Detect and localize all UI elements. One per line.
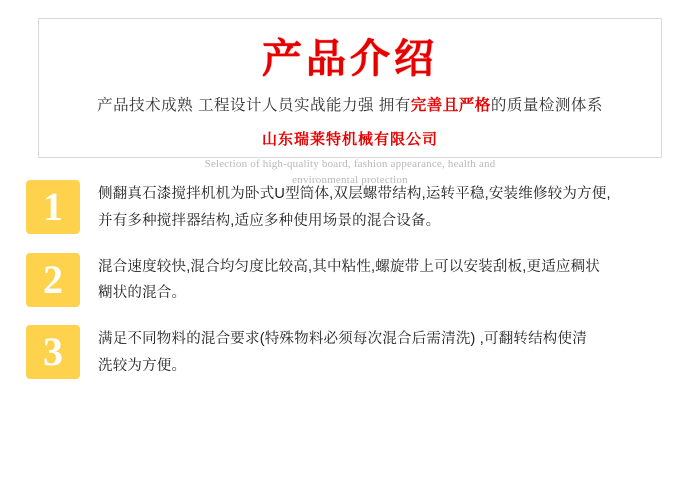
item-text-line1: 侧翻真石漆搅拌机机为卧式U型筒体,双层螺带结构,运转平稳,安装维修较为方便, [98, 186, 611, 202]
english-tagline-line2: environmental protection [292, 173, 408, 186]
item-text-line2: 糊状的混合。 [98, 285, 187, 302]
item-number-badge: 1 [26, 180, 80, 234]
item-text [98, 253, 674, 308]
item-text-line1: 满足不同物料的混合要求(特殊物料必须每次混合后需清洗) ,可翻转结构使清 [98, 331, 587, 348]
item-text [98, 325, 674, 380]
item-text-line2: 洗较为方便。 [98, 358, 187, 375]
subtitle-prefix: 产品技术成熟 工程设计人员实战能力强 拥有 [97, 97, 411, 114]
item-number-badge: 2 [26, 253, 80, 307]
header-panel [38, 18, 662, 186]
list-item [26, 253, 674, 308]
page-title: 产品介绍 [262, 36, 438, 81]
english-tagline-line1: Selection of high-quality board, fashion appearance, health and [204, 158, 496, 170]
feature-list [26, 180, 674, 380]
subtitle-suffix: 的质量检测体系 [490, 97, 603, 114]
product-introduction-page [0, 18, 700, 479]
company-name: 山东瑞莱特机械有限公司 [261, 131, 438, 148]
subtitle-highlight: 完善且严格 [410, 97, 491, 114]
subtitle [49, 93, 651, 115]
list-item [26, 325, 674, 380]
item-number-badge: 3 [26, 325, 80, 379]
item-text-line2: 并有多种搅拌器结构,适应多种使用场景的混合设备。 [98, 212, 441, 229]
item-text-line1: 混合速度较快,混合均匀度比较高,其中粘性,螺旋带上可以安装刮板,更适应稠状 [98, 258, 601, 275]
